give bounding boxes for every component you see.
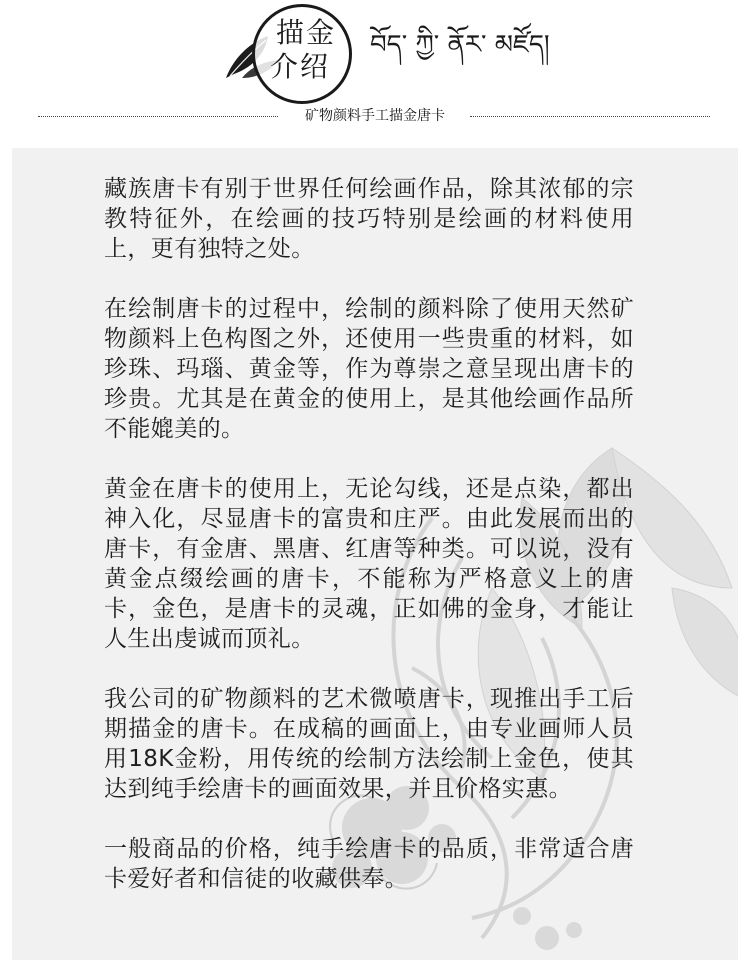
paragraph-2: 在绘制唐卡的过程中，绘制的颜料除了使用天然矿物颜料上色构图之外，还使用一些贵重的材料，如珍珠、玛瑙、黄金等，作为尊崇之意呈现出唐卡的珍贵。尤其是在黄金的使用上，是其他绘画作品所不能媲美的。	[104, 296, 634, 442]
paragraph-1: 藏族唐卡有别于世界任何绘画作品，除其浓郁的宗教特征外，在绘画的技巧特别是绘画的材料使用上，更有独特之处。	[104, 176, 634, 262]
article-body	[104, 174, 634, 924]
seal-badge	[252, 4, 352, 104]
seal-text-line-2: 介绍	[269, 50, 330, 83]
seal-text-line-1: 描金	[275, 16, 336, 49]
divider-left	[38, 116, 278, 117]
content-panel	[12, 148, 738, 960]
paragraph-4: 我公司的矿物颜料的艺术微喷唐卡，现推出手工后期描金的唐卡。在成稿的画面上，由专业画师人员用18K金粉，用传统的绘制方法绘制上金色，使其达到纯手绘唐卡的画面效果，并且价格实惠。	[104, 686, 634, 802]
tibetan-title: བོད་ ཀྱི་ ནོར་ མཛོད།	[370, 30, 550, 60]
paragraph-3: 黄金在唐卡的使用上，无论勾线，还是点染，都出神入化，尽显唐卡的富贵和庄严。由此发展而出的唐卡，有金唐、黑唐、红唐等种类。可以说，没有黄金点缀绘画的唐卡，不能称为严格意义上的唐卡，金色，是唐卡的灵魂，正如佛的金身，才能让人生出虔诚而顶礼。	[104, 476, 634, 652]
subtitle: 矿物颜料手工描金唐卡	[305, 108, 445, 124]
paragraph-5: 一般商品的价格，纯手绘唐卡的品质，非常适合唐卡爱好者和信徒的收藏供奉。	[104, 836, 634, 892]
header	[0, 0, 750, 140]
divider-right	[470, 116, 710, 117]
